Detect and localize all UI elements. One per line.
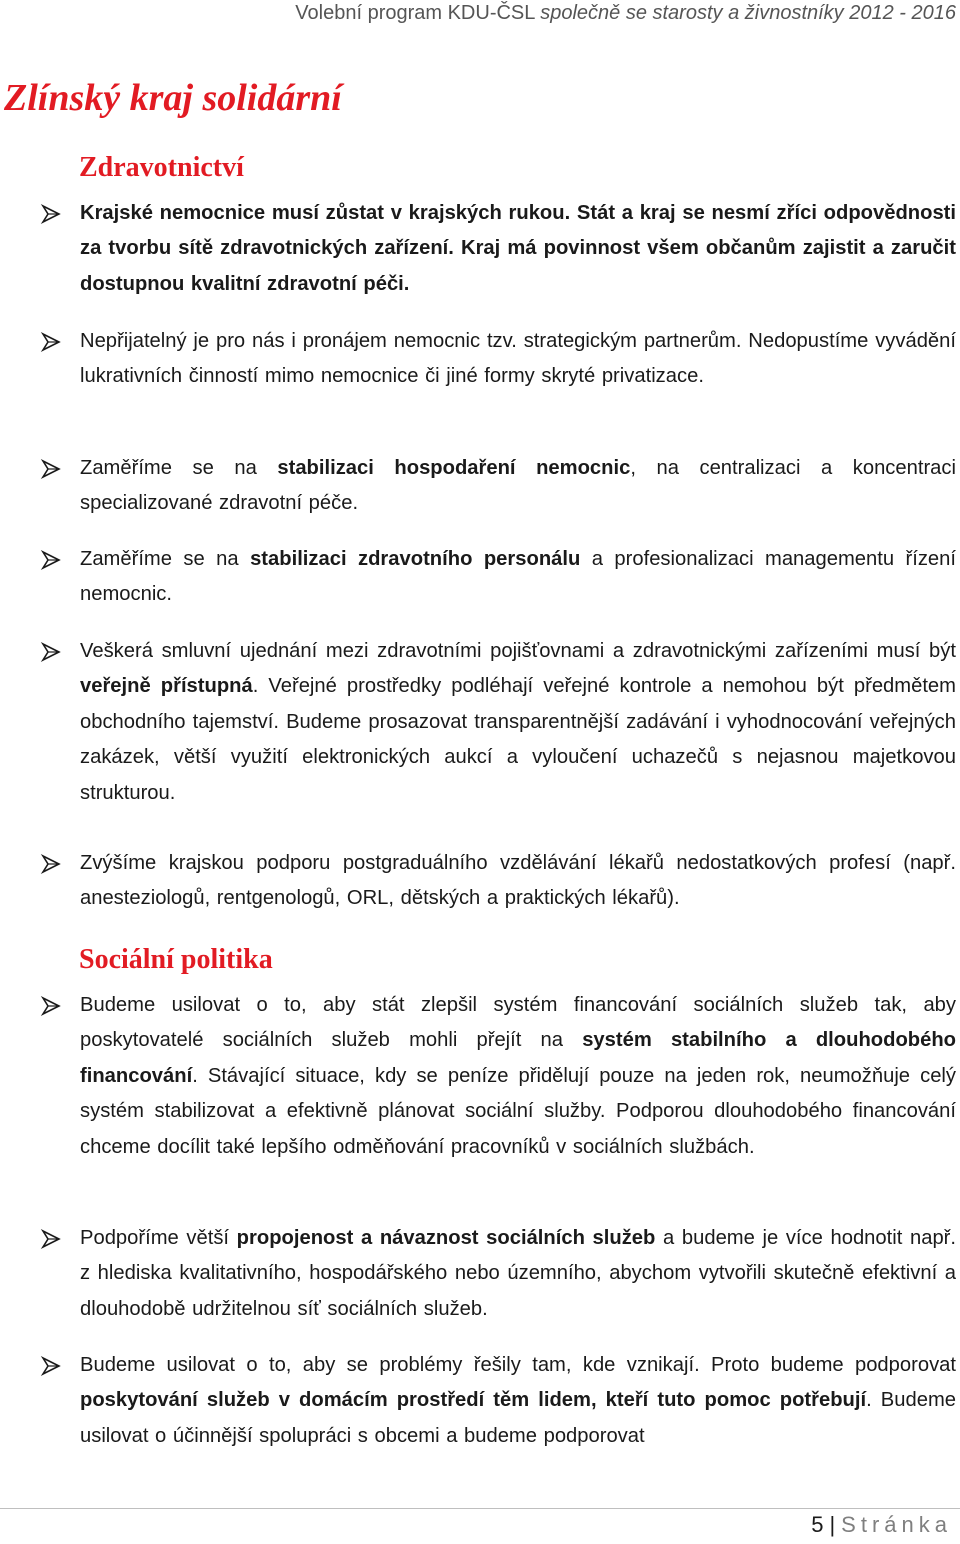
arrowhead-bullet-icon [40, 641, 62, 663]
arrowhead-bullet-icon [40, 853, 62, 875]
footer-separator: | [829, 1512, 836, 1537]
bullet-text [80, 634, 956, 811]
running-header [295, 2, 956, 25]
arrowhead-bullet-icon [40, 549, 62, 571]
bullet-text-run: Zaměříme se na [80, 548, 251, 570]
bullet-text-bold: systém stabilního a dlouhodobého financování [80, 1029, 956, 1087]
bullet-text-bold: stabilizaci hospodaření nemocnic [277, 457, 631, 479]
bullet-text [80, 196, 956, 302]
bullet-text [80, 988, 956, 1165]
bullet-item [0, 196, 960, 302]
bullet-text-run: Budeme usilovat o to, aby stát zlepšil systém financování sociálních služeb tak, aby poskytovatelé sociálních služeb mohli přejít na [80, 994, 956, 1052]
page-label: Stránka [841, 1512, 952, 1537]
arrowhead-bullet-icon [40, 995, 62, 1017]
header-italic: společně se starosty a živnostníky 2012 - 2016 [540, 2, 956, 24]
bullet-text [80, 1348, 956, 1454]
bullet-text-run: Budeme usilovat o to, aby se problémy řešily tam, kde vznikají. Proto budeme podporovat [80, 1354, 956, 1376]
arrowhead-bullet-icon [40, 1228, 62, 1250]
bullet-item [0, 451, 960, 522]
bullet-text-bold: propojenost a návaznost sociálních služeb [236, 1227, 656, 1249]
section-heading-socialni-politika: Sociální politika [79, 944, 273, 975]
arrowhead-bullet-icon [40, 331, 62, 353]
bullet-item [0, 1221, 960, 1327]
bullet-item [0, 542, 960, 613]
bullet-text-bold: veřejně přístupná [80, 675, 253, 698]
arrowhead-bullet-icon [40, 458, 62, 480]
bullet-item [0, 324, 960, 395]
footer-divider [0, 1508, 960, 1509]
bullet-text-bold: Krajské nemocnice musí zůstat v krajských rukou. Stát a kraj se nesmí zříci odpovědnosti za tvorbu sítě zdravotnických zařízení. Kraj má povinnost všem občanům zajistit a zaručit dostupnou kvalitní zdravotní péči. [80, 202, 956, 295]
bullet-text-run: Podpoříme větší [80, 1227, 237, 1249]
bullet-text-run: . Budeme usilovat o účinnější spolupráci s obcemi a budeme podporovat [80, 1389, 956, 1447]
bullet-text-run: a profesionalizaci managementu řízení nemocnic. [80, 548, 956, 606]
header-prefix: Volební program KDU-ČSL [295, 2, 541, 24]
bullet-text-bold: poskytování služeb v domácím prostředí těm lidem, kteří tuto pomoc potřebují [80, 1389, 867, 1412]
bullet-text-bold: stabilizaci zdravotního personálu [250, 548, 581, 570]
bullet-text [80, 451, 956, 522]
page-title: Zlínský kraj solidární [4, 77, 342, 119]
page-number: 5 [811, 1512, 824, 1537]
bullet-text-run: . Stávající situace, kdy se peníze přidělují pouze na jeden rok, neumožňuje celý systém stabilizovat a efektivně plánovat sociální služby. Podporou dlouhodobého financování chceme docílit také lepšího odměňování pracovníků v sociálních službách. [80, 1064, 956, 1158]
bullet-item [0, 1348, 960, 1454]
bullet-text-run: . Veřejné prostředky podléhají veřejné kontrole a nemohou být předmětem obchodního tajemství. Budeme prosazovat transparentnější zadávání i vyhodnocování veřejných zakázek, větší využití elektronických aukcí a vyloučení uchazečů s nejasnou majetkovou strukturou. [80, 675, 956, 804]
bullet-text-run: Zvýšíme krajskou podporu postgraduálního vzdělávání lékařů nedostatkových profesí (např. anesteziologů, rentgenologů, ORL, dětských a praktických lékařů). [80, 852, 956, 910]
bullet-item [0, 988, 960, 1165]
arrowhead-bullet-icon [40, 1355, 62, 1377]
bullet-text [80, 1221, 956, 1327]
bullet-text-run: , na centralizaci a koncentraci specializované zdravotní péče. [80, 457, 956, 515]
bullet-text-run: Veškerá smluvní ujednání mezi zdravotními pojišťovnami a zdravotnickými zařízeními musí být [80, 640, 956, 662]
arrowhead-bullet-icon [40, 203, 62, 225]
section-heading-zdravotnictvi: Zdravotnictví [79, 152, 244, 183]
bullet-text-run: a budeme je více hodnotit např. z hlediska kvalitativního, hospodářského nebo územního, abychom vytvořili skutečně efektivní a dlouhodobě udržitelnou síť sociálních služeb. [80, 1227, 956, 1320]
bullet-text [80, 324, 956, 395]
bullet-item [0, 634, 960, 811]
bullet-text [80, 542, 956, 613]
page-footer [811, 1512, 952, 1538]
bullet-text-run: Zaměříme se na [80, 457, 278, 479]
bullet-text-run: Nepřijatelný je pro nás i pronájem nemocnic tzv. strategickým partnerům. Nedopustíme vyvádění lukrativních činností mimo nemocnice či jiné formy skryté privatizace. [80, 330, 956, 388]
bullet-text [80, 846, 956, 917]
bullet-item [0, 846, 960, 917]
